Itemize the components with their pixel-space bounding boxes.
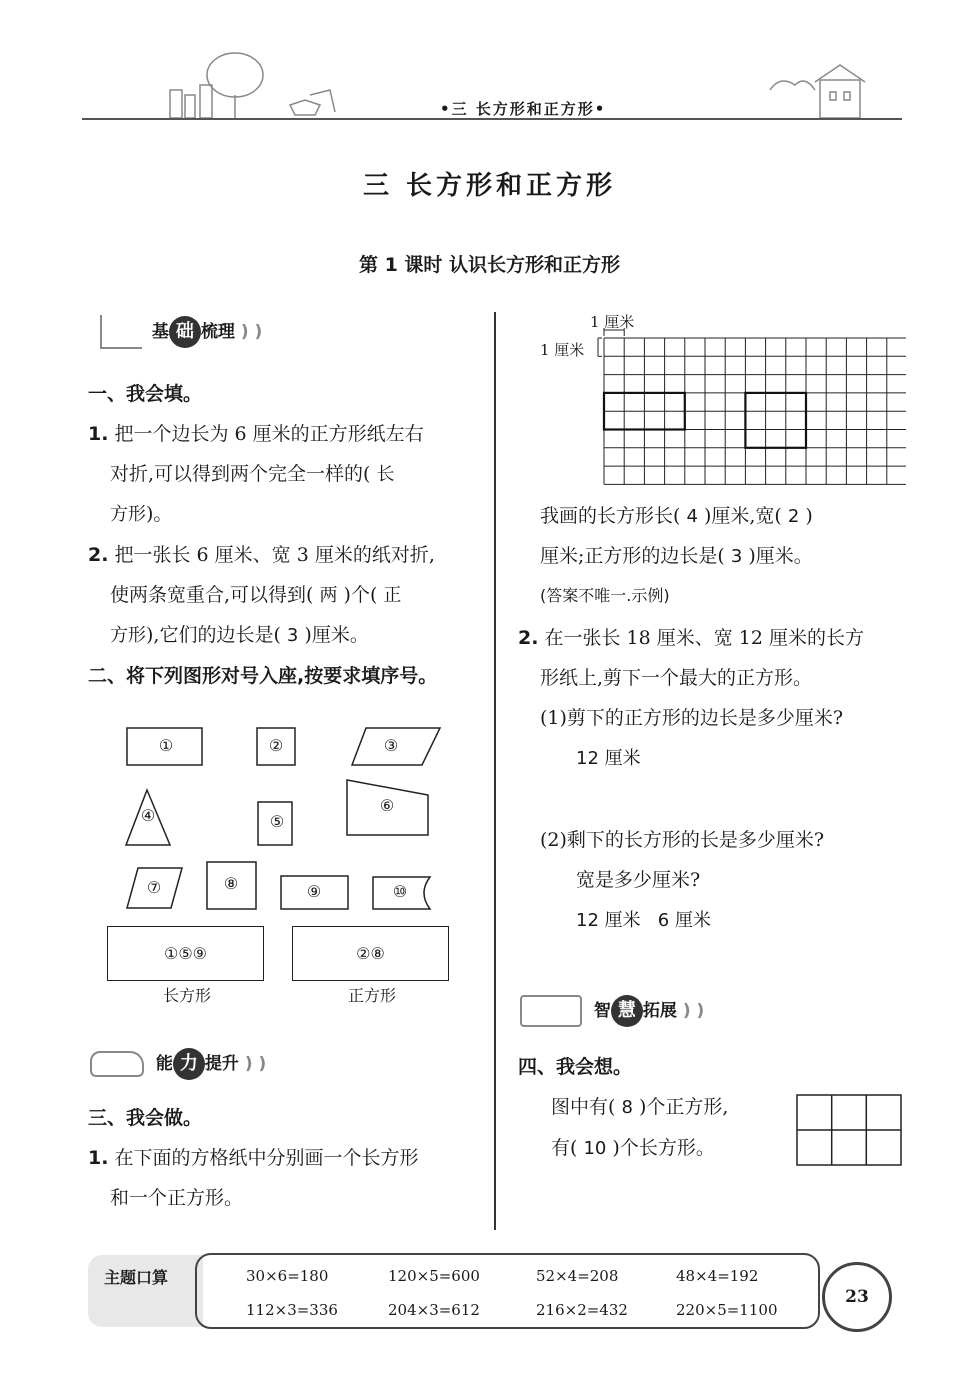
q1-item2-line2 (110, 583, 401, 608)
calc-8: 220×5=1100 (676, 1301, 778, 1319)
item-text: 图中有( (551, 1096, 616, 1118)
shape-label-1: ① (158, 736, 174, 755)
calc-2: 120×5=600 (388, 1267, 480, 1285)
q3-item2-ans2: 12 厘米 6 厘米 (576, 910, 711, 931)
q1-item2-line3 (110, 623, 369, 648)
answer-text: 2 (787, 506, 800, 527)
rect-label: 长方形 (162, 986, 211, 1005)
shape-label-2: ② (268, 736, 284, 755)
q3-heading: 三、我会做。 (88, 1107, 203, 1129)
calc-5: 112×3=336 (246, 1301, 338, 1319)
shape-label-6: ⑥ (379, 796, 395, 815)
answer-text: 两 (319, 585, 338, 606)
q1-heading: 一、我会填。 (88, 383, 203, 405)
q2-heading: 二、将下列图形对号入座,按要求填序号。 (88, 665, 438, 687)
q4-line2 (551, 1136, 715, 1161)
shape-label-7: ⑦ (146, 878, 162, 897)
grid-top-label: 1 厘米 (590, 313, 635, 331)
book-icon (520, 995, 582, 1027)
slide-icon (100, 315, 142, 349)
badge-char: 提升 (204, 1054, 239, 1074)
answer-text: 方形 (110, 504, 146, 525)
item-text: 厘米;正方形的边长是( (540, 545, 725, 567)
answer-text: 8 (621, 1097, 633, 1118)
calc-1: 30×6=180 (246, 1267, 329, 1285)
q4-heading: 四、我会想。 (518, 1056, 633, 1078)
running-title: •三 长方形和正方形• (440, 100, 607, 118)
q3-item2-line1 (518, 626, 864, 651)
item-text: )厘米。 (748, 545, 813, 567)
q1-item1-line3 (110, 502, 172, 527)
badge-char-circle: 础 (169, 316, 201, 348)
answer-text: 3 (730, 546, 743, 567)
answer-text: 正 (383, 585, 402, 606)
item-text: 把一个边长为 6 厘米的正方形纸左右 (114, 423, 424, 445)
answer-text: 4 (686, 506, 698, 527)
answer-text: 方形 (110, 625, 146, 646)
grid-paper (596, 328, 906, 490)
item-number: 2. (88, 544, 109, 566)
shape-label-9: ⑨ (306, 882, 322, 901)
calc-4: 48×4=192 (676, 1267, 759, 1285)
answer-text: 3 (286, 625, 299, 646)
badge-char: 梳理 (200, 322, 235, 342)
shape-label-8: ⑧ (223, 874, 239, 893)
item-text: ),它们的边长是( (146, 624, 281, 646)
grid-answer-line1 (540, 504, 813, 529)
item-text: 把一张长 6 厘米、宽 3 厘米的纸对折, (114, 544, 435, 566)
badge-char: 拓展 (642, 1001, 677, 1021)
q3-item2-ans1: 12 厘米 (576, 748, 641, 769)
shape-label-4: ④ (140, 806, 156, 825)
badge-char-circle: 力 (173, 1048, 205, 1080)
item-text: 在一张长 18 厘米、宽 12 厘米的长方 (544, 627, 865, 649)
lesson-title: 第 1 课时 认识长方形和正方形 (358, 254, 621, 276)
square-answer-box (292, 926, 449, 981)
answer-text: 长 (376, 464, 395, 485)
item-text: 在下面的方格纸中分别画一个长方形 (114, 1147, 419, 1169)
square-label: 正方形 (347, 986, 396, 1005)
grid-side-label: 1 厘米 (540, 341, 585, 359)
item-text: )个正方形, (638, 1096, 729, 1118)
chapter-title: 三 长方形和正方形 (362, 171, 617, 201)
q3-item1-line2: 和一个正方形。 (110, 1187, 244, 1209)
q3-item2-sub2a: (2)剩下的长方形的长是多少厘米? (540, 829, 825, 851)
item-text: )个长方形。 (612, 1137, 715, 1159)
page-number (822, 1262, 892, 1332)
rect-answer: ①⑤⑨ (163, 944, 208, 963)
calc-6: 204×3=612 (388, 1301, 480, 1319)
q3-item1-line1 (88, 1146, 419, 1171)
q3-item2-sub2b: 宽是多少厘米? (576, 869, 701, 891)
q1-item1-line1 (88, 422, 424, 447)
item-text: 我画的长方形长( (540, 505, 681, 527)
section-badge-ability: 能 力 提升 ) ) (90, 1048, 266, 1080)
answer-text: 10 (583, 1138, 607, 1159)
q3-item2-line2: 形纸上,剪下一个最大的正方形。 (540, 667, 813, 689)
item-text: )厘米。 (304, 624, 369, 646)
car-icon (90, 1051, 144, 1077)
page-number-text: 23 (845, 1287, 869, 1307)
q4-figure (796, 1094, 902, 1166)
item-number: 1. (88, 423, 109, 445)
section-badge-wisdom: 智 慧 拓展 ) ) (520, 995, 704, 1027)
item-text: 有( (551, 1137, 578, 1159)
calc-3: 52×4=208 (536, 1267, 619, 1285)
shape-label-10: ⑩ (392, 882, 408, 901)
item-text: 使两条宽重合,可以得到( (110, 584, 314, 606)
q1-item2-line1 (88, 543, 435, 568)
q3-item2-sub1: (1)剪下的正方形的边长是多少厘米? (540, 707, 844, 729)
section-badge-basic: 基 础 梳理 ) ) (100, 315, 262, 349)
badge-char-circle: 慧 (611, 995, 643, 1027)
grid-answer-note: (答案不唯一.示例) (540, 586, 670, 605)
column-divider (494, 312, 496, 1230)
shape-label-5: ⑤ (269, 812, 285, 831)
item-text: )厘米,宽( (703, 505, 782, 527)
drawn-shape (745, 393, 806, 448)
footer-label: 主题口算 (104, 1268, 169, 1287)
calc-7: 216×2=432 (536, 1301, 628, 1319)
shape-label-3: ③ (383, 736, 399, 755)
q1-item1-line2 (110, 462, 395, 487)
square-answer: ②⑧ (356, 944, 385, 963)
grid-answer-line2 (540, 544, 813, 569)
item-number: 1. (88, 1147, 109, 1169)
item-text: )个( (343, 584, 378, 606)
item-text: ) (805, 505, 813, 527)
badge-char: 能 (155, 1054, 173, 1074)
badge-char: 智 (593, 1001, 611, 1021)
item-number: 2. (518, 627, 539, 649)
item-text: )。 (146, 503, 173, 525)
q4-line1 (551, 1095, 728, 1120)
badge-char: 基 (151, 322, 169, 342)
item-text: 对折,可以得到两个完全一样的( (110, 463, 371, 485)
rect-answer-box (107, 926, 264, 981)
